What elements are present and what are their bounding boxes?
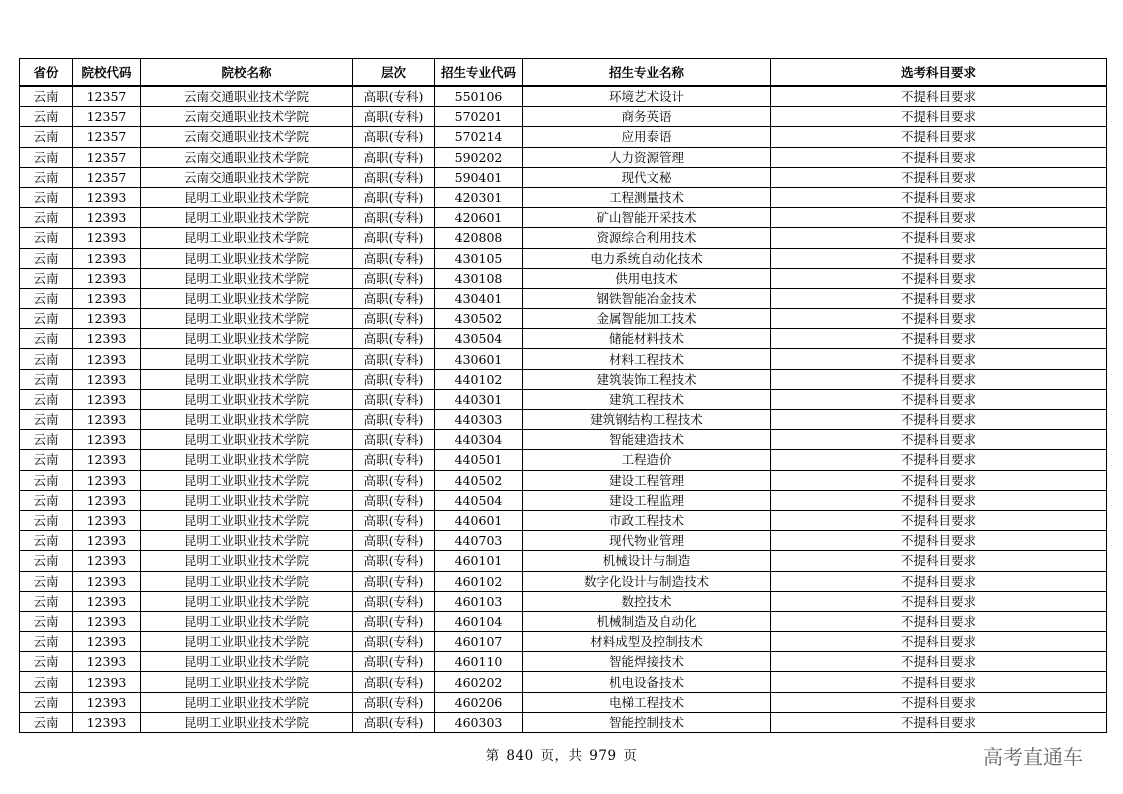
cell-level: 高职(专科)	[353, 208, 435, 228]
cell-province: 云南	[20, 490, 73, 510]
total-pages: 979	[589, 748, 617, 764]
cell-major-name: 数字化设计与制造技术	[523, 571, 771, 591]
cell-province: 云南	[20, 127, 73, 147]
cell-subject-requirement: 不提科目要求	[771, 147, 1107, 167]
cell-level: 高职(专科)	[353, 712, 435, 732]
cell-major-code: 460202	[435, 672, 523, 692]
table-row	[20, 349, 1107, 369]
cell-subject-requirement: 不提科目要求	[771, 632, 1107, 652]
column-header-level: 层次	[353, 59, 435, 87]
cell-school-name: 昆明工业职业技术学院	[141, 228, 353, 248]
cell-subject-requirement: 不提科目要求	[771, 228, 1107, 248]
cell-school-name: 云南交通职业技术学院	[141, 107, 353, 127]
cell-level: 高职(专科)	[353, 228, 435, 248]
cell-major-code: 430504	[435, 329, 523, 349]
cell-school-code: 12357	[73, 167, 141, 187]
page-suffix: 页	[623, 748, 638, 764]
cell-subject-requirement: 不提科目要求	[771, 410, 1107, 430]
cell-school-code: 12393	[73, 208, 141, 228]
cell-major-name: 电力系统自动化技术	[523, 248, 771, 268]
cell-major-code: 440303	[435, 410, 523, 430]
cell-major-code: 460107	[435, 632, 523, 652]
cell-major-name: 建筑钢结构工程技术	[523, 410, 771, 430]
cell-school-code: 12357	[73, 107, 141, 127]
cell-school-code: 12357	[73, 86, 141, 107]
table-row	[20, 652, 1107, 672]
cell-province: 云南	[20, 692, 73, 712]
cell-level: 高职(专科)	[353, 349, 435, 369]
cell-subject-requirement: 不提科目要求	[771, 571, 1107, 591]
cell-major-name: 工程测量技术	[523, 187, 771, 207]
cell-major-code: 440504	[435, 490, 523, 510]
cell-province: 云南	[20, 410, 73, 430]
cell-major-name: 智能控制技术	[523, 712, 771, 732]
cell-level: 高职(专科)	[353, 107, 435, 127]
table-row	[20, 86, 1107, 107]
cell-major-name: 智能建造技术	[523, 430, 771, 450]
cell-level: 高职(专科)	[353, 692, 435, 712]
cell-major-code: 430108	[435, 268, 523, 288]
cell-school-code: 12357	[73, 127, 141, 147]
cell-subject-requirement: 不提科目要求	[771, 712, 1107, 732]
table-row	[20, 208, 1107, 228]
table-row	[20, 127, 1107, 147]
cell-major-code: 440501	[435, 450, 523, 470]
cell-province: 云南	[20, 208, 73, 228]
cell-major-code: 570214	[435, 127, 523, 147]
cell-school-code: 12393	[73, 551, 141, 571]
cell-school-name: 昆明工业职业技术学院	[141, 571, 353, 591]
cell-school-name: 昆明工业职业技术学院	[141, 329, 353, 349]
cell-school-name: 昆明工业职业技术学院	[141, 611, 353, 631]
cell-school-name: 昆明工业职业技术学院	[141, 551, 353, 571]
cell-major-code: 440102	[435, 369, 523, 389]
cell-school-code: 12393	[73, 591, 141, 611]
cell-province: 云南	[20, 329, 73, 349]
page-mid: 页，共	[540, 748, 583, 764]
cell-subject-requirement: 不提科目要求	[771, 490, 1107, 510]
cell-school-name: 昆明工业职业技术学院	[141, 208, 353, 228]
cell-province: 云南	[20, 571, 73, 591]
cell-province: 云南	[20, 672, 73, 692]
table-header-row	[20, 59, 1107, 87]
admission-table	[19, 58, 1107, 733]
cell-school-code: 12393	[73, 632, 141, 652]
cell-province: 云南	[20, 248, 73, 268]
cell-major-code: 440601	[435, 510, 523, 530]
cell-major-name: 材料工程技术	[523, 349, 771, 369]
cell-province: 云南	[20, 652, 73, 672]
cell-school-code: 12393	[73, 288, 141, 308]
cell-school-name: 昆明工业职业技术学院	[141, 652, 353, 672]
cell-subject-requirement: 不提科目要求	[771, 208, 1107, 228]
cell-level: 高职(专科)	[353, 410, 435, 430]
watermark-logo-text: 高考直通车	[983, 745, 1083, 769]
table-row	[20, 430, 1107, 450]
cell-province: 云南	[20, 470, 73, 490]
cell-level: 高职(专科)	[353, 309, 435, 329]
cell-level: 高职(专科)	[353, 187, 435, 207]
cell-province: 云南	[20, 309, 73, 329]
cell-province: 云南	[20, 531, 73, 551]
cell-major-code: 430502	[435, 309, 523, 329]
cell-subject-requirement: 不提科目要求	[771, 591, 1107, 611]
cell-province: 云南	[20, 611, 73, 631]
table-row	[20, 410, 1107, 430]
table-row	[20, 672, 1107, 692]
cell-level: 高职(专科)	[353, 369, 435, 389]
table-row	[20, 288, 1107, 308]
cell-province: 云南	[20, 107, 73, 127]
cell-subject-requirement: 不提科目要求	[771, 389, 1107, 409]
cell-major-code: 460110	[435, 652, 523, 672]
cell-subject-requirement: 不提科目要求	[771, 86, 1107, 107]
cell-school-name: 云南交通职业技术学院	[141, 86, 353, 107]
cell-school-name: 昆明工业职业技术学院	[141, 268, 353, 288]
table-row	[20, 228, 1107, 248]
cell-major-code: 430401	[435, 288, 523, 308]
cell-school-name: 昆明工业职业技术学院	[141, 248, 353, 268]
cell-subject-requirement: 不提科目要求	[771, 309, 1107, 329]
table-row	[20, 611, 1107, 631]
cell-province: 云南	[20, 349, 73, 369]
cell-school-code: 12393	[73, 369, 141, 389]
cell-school-name: 云南交通职业技术学院	[141, 167, 353, 187]
cell-major-name: 机械设计与制造	[523, 551, 771, 571]
cell-major-code: 460104	[435, 611, 523, 631]
cell-major-code: 420808	[435, 228, 523, 248]
table-row	[20, 490, 1107, 510]
current-page-number: 840	[506, 748, 534, 764]
cell-major-name: 工程造价	[523, 450, 771, 470]
cell-school-name: 昆明工业职业技术学院	[141, 712, 353, 732]
cell-level: 高职(专科)	[353, 329, 435, 349]
cell-school-code: 12393	[73, 268, 141, 288]
cell-major-name: 应用泰语	[523, 127, 771, 147]
cell-level: 高职(专科)	[353, 167, 435, 187]
cell-level: 高职(专科)	[353, 450, 435, 470]
cell-school-name: 昆明工业职业技术学院	[141, 672, 353, 692]
cell-school-name: 昆明工业职业技术学院	[141, 510, 353, 530]
cell-province: 云南	[20, 632, 73, 652]
cell-province: 云南	[20, 591, 73, 611]
cell-subject-requirement: 不提科目要求	[771, 288, 1107, 308]
cell-school-name: 昆明工业职业技术学院	[141, 349, 353, 369]
cell-major-name: 智能焊接技术	[523, 652, 771, 672]
cell-level: 高职(专科)	[353, 551, 435, 571]
cell-major-name: 环境艺术设计	[523, 86, 771, 107]
cell-level: 高职(专科)	[353, 591, 435, 611]
cell-level: 高职(专科)	[353, 248, 435, 268]
cell-school-code: 12393	[73, 228, 141, 248]
cell-major-code: 420301	[435, 187, 523, 207]
cell-subject-requirement: 不提科目要求	[771, 167, 1107, 187]
cell-school-name: 昆明工业职业技术学院	[141, 288, 353, 308]
cell-province: 云南	[20, 167, 73, 187]
column-header-school-name: 院校名称	[141, 59, 353, 87]
cell-major-code: 430601	[435, 349, 523, 369]
cell-school-name: 昆明工业职业技术学院	[141, 470, 353, 490]
cell-major-name: 建设工程监理	[523, 490, 771, 510]
cell-school-code: 12393	[73, 389, 141, 409]
cell-subject-requirement: 不提科目要求	[771, 692, 1107, 712]
cell-level: 高职(专科)	[353, 147, 435, 167]
page-prefix: 第	[485, 748, 500, 764]
cell-major-name: 金属智能加工技术	[523, 309, 771, 329]
cell-major-code: 460101	[435, 551, 523, 571]
table-row	[20, 531, 1107, 551]
cell-major-name: 现代物业管理	[523, 531, 771, 551]
cell-school-code: 12393	[73, 349, 141, 369]
cell-school-name: 昆明工业职业技术学院	[141, 632, 353, 652]
table-row	[20, 248, 1107, 268]
cell-subject-requirement: 不提科目要求	[771, 107, 1107, 127]
cell-major-name: 电梯工程技术	[523, 692, 771, 712]
cell-subject-requirement: 不提科目要求	[771, 672, 1107, 692]
cell-province: 云南	[20, 228, 73, 248]
table-row	[20, 389, 1107, 409]
cell-school-code: 12393	[73, 510, 141, 530]
cell-subject-requirement: 不提科目要求	[771, 268, 1107, 288]
cell-level: 高职(专科)	[353, 531, 435, 551]
table-row	[20, 632, 1107, 652]
cell-level: 高职(专科)	[353, 86, 435, 107]
cell-major-name: 资源综合利用技术	[523, 228, 771, 248]
table-row	[20, 470, 1107, 490]
cell-school-code: 12393	[73, 611, 141, 631]
column-header-subject-requirement: 选考科目要求	[771, 59, 1107, 87]
cell-school-code: 12393	[73, 490, 141, 510]
cell-major-name: 建筑工程技术	[523, 389, 771, 409]
cell-level: 高职(专科)	[353, 430, 435, 450]
cell-school-code: 12393	[73, 712, 141, 732]
cell-level: 高职(专科)	[353, 127, 435, 147]
cell-subject-requirement: 不提科目要求	[771, 430, 1107, 450]
cell-level: 高职(专科)	[353, 611, 435, 631]
table-row	[20, 591, 1107, 611]
cell-level: 高职(专科)	[353, 288, 435, 308]
cell-subject-requirement: 不提科目要求	[771, 329, 1107, 349]
table-row	[20, 167, 1107, 187]
cell-major-name: 现代文秘	[523, 167, 771, 187]
cell-subject-requirement: 不提科目要求	[771, 187, 1107, 207]
table-body	[20, 86, 1107, 733]
cell-major-name: 材料成型及控制技术	[523, 632, 771, 652]
cell-school-code: 12393	[73, 692, 141, 712]
cell-major-name: 数控技术	[523, 591, 771, 611]
cell-school-code: 12393	[73, 531, 141, 551]
cell-major-name: 机械制造及自动化	[523, 611, 771, 631]
table-row	[20, 712, 1107, 732]
table-row	[20, 187, 1107, 207]
cell-school-name: 昆明工业职业技术学院	[141, 692, 353, 712]
cell-province: 云南	[20, 86, 73, 107]
table-row	[20, 510, 1107, 530]
cell-school-name: 昆明工业职业技术学院	[141, 490, 353, 510]
cell-school-code: 12393	[73, 672, 141, 692]
cell-school-code: 12393	[73, 450, 141, 470]
cell-province: 云南	[20, 430, 73, 450]
cell-school-name: 昆明工业职业技术学院	[141, 410, 353, 430]
table-row	[20, 147, 1107, 167]
cell-school-name: 昆明工业职业技术学院	[141, 531, 353, 551]
cell-subject-requirement: 不提科目要求	[771, 611, 1107, 631]
column-header-province: 省份	[20, 59, 73, 87]
cell-major-code: 550106	[435, 86, 523, 107]
cell-province: 云南	[20, 369, 73, 389]
table-row	[20, 309, 1107, 329]
cell-major-code: 440502	[435, 470, 523, 490]
table-row	[20, 107, 1107, 127]
cell-subject-requirement: 不提科目要求	[771, 450, 1107, 470]
cell-school-code: 12393	[73, 571, 141, 591]
cell-province: 云南	[20, 551, 73, 571]
cell-school-name: 昆明工业职业技术学院	[141, 591, 353, 611]
cell-province: 云南	[20, 389, 73, 409]
cell-major-name: 建筑装饰工程技术	[523, 369, 771, 389]
cell-level: 高职(专科)	[353, 470, 435, 490]
cell-subject-requirement: 不提科目要求	[771, 349, 1107, 369]
cell-province: 云南	[20, 268, 73, 288]
cell-major-code: 460102	[435, 571, 523, 591]
cell-level: 高职(专科)	[353, 389, 435, 409]
cell-school-name: 昆明工业职业技术学院	[141, 450, 353, 470]
cell-school-name: 云南交通职业技术学院	[141, 147, 353, 167]
cell-level: 高职(专科)	[353, 672, 435, 692]
cell-level: 高职(专科)	[353, 652, 435, 672]
cell-major-name: 机电设备技术	[523, 672, 771, 692]
cell-major-name: 商务英语	[523, 107, 771, 127]
cell-subject-requirement: 不提科目要求	[771, 551, 1107, 571]
cell-subject-requirement: 不提科目要求	[771, 127, 1107, 147]
table-row	[20, 571, 1107, 591]
cell-subject-requirement: 不提科目要求	[771, 652, 1107, 672]
table-row	[20, 369, 1107, 389]
cell-school-code: 12393	[73, 248, 141, 268]
cell-province: 云南	[20, 187, 73, 207]
cell-major-code: 430105	[435, 248, 523, 268]
cell-major-code: 590202	[435, 147, 523, 167]
cell-level: 高职(专科)	[353, 510, 435, 530]
column-header-major-name: 招生专业名称	[523, 59, 771, 87]
cell-level: 高职(专科)	[353, 268, 435, 288]
cell-major-code: 590401	[435, 167, 523, 187]
cell-major-name: 钢铁智能冶金技术	[523, 288, 771, 308]
page-number-footer	[0, 744, 1123, 764]
column-header-major-code: 招生专业代码	[435, 59, 523, 87]
cell-level: 高职(专科)	[353, 571, 435, 591]
cell-province: 云南	[20, 288, 73, 308]
cell-major-name: 储能材料技术	[523, 329, 771, 349]
cell-school-name: 昆明工业职业技术学院	[141, 369, 353, 389]
cell-subject-requirement: 不提科目要求	[771, 369, 1107, 389]
cell-subject-requirement: 不提科目要求	[771, 248, 1107, 268]
cell-major-code: 460206	[435, 692, 523, 712]
cell-school-code: 12393	[73, 470, 141, 490]
cell-school-name: 云南交通职业技术学院	[141, 127, 353, 147]
cell-major-code: 460103	[435, 591, 523, 611]
cell-province: 云南	[20, 712, 73, 732]
table-row	[20, 551, 1107, 571]
cell-major-code: 570201	[435, 107, 523, 127]
cell-major-code: 440301	[435, 389, 523, 409]
cell-major-name: 人力资源管理	[523, 147, 771, 167]
cell-school-name: 昆明工业职业技术学院	[141, 430, 353, 450]
cell-province: 云南	[20, 147, 73, 167]
cell-level: 高职(专科)	[353, 490, 435, 510]
cell-major-code: 420601	[435, 208, 523, 228]
column-header-school-code: 院校代码	[73, 59, 141, 87]
cell-school-code: 12393	[73, 410, 141, 430]
cell-school-name: 昆明工业职业技术学院	[141, 389, 353, 409]
table-row	[20, 268, 1107, 288]
cell-school-code: 12393	[73, 329, 141, 349]
cell-school-name: 昆明工业职业技术学院	[141, 309, 353, 329]
cell-major-code: 440304	[435, 430, 523, 450]
cell-subject-requirement: 不提科目要求	[771, 510, 1107, 530]
cell-province: 云南	[20, 450, 73, 470]
table-row	[20, 692, 1107, 712]
cell-school-name: 昆明工业职业技术学院	[141, 187, 353, 207]
cell-subject-requirement: 不提科目要求	[771, 531, 1107, 551]
cell-school-code: 12357	[73, 147, 141, 167]
cell-school-code: 12393	[73, 309, 141, 329]
cell-province: 云南	[20, 510, 73, 530]
cell-school-code: 12393	[73, 187, 141, 207]
table-row	[20, 450, 1107, 470]
cell-major-name: 矿山智能开采技术	[523, 208, 771, 228]
cell-major-name: 供用电技术	[523, 268, 771, 288]
cell-major-code: 440703	[435, 531, 523, 551]
cell-school-code: 12393	[73, 652, 141, 672]
cell-school-code: 12393	[73, 430, 141, 450]
cell-major-name: 建设工程管理	[523, 470, 771, 490]
cell-level: 高职(专科)	[353, 632, 435, 652]
table-row	[20, 329, 1107, 349]
cell-subject-requirement: 不提科目要求	[771, 470, 1107, 490]
cell-major-code: 460303	[435, 712, 523, 732]
cell-major-name: 市政工程技术	[523, 510, 771, 530]
